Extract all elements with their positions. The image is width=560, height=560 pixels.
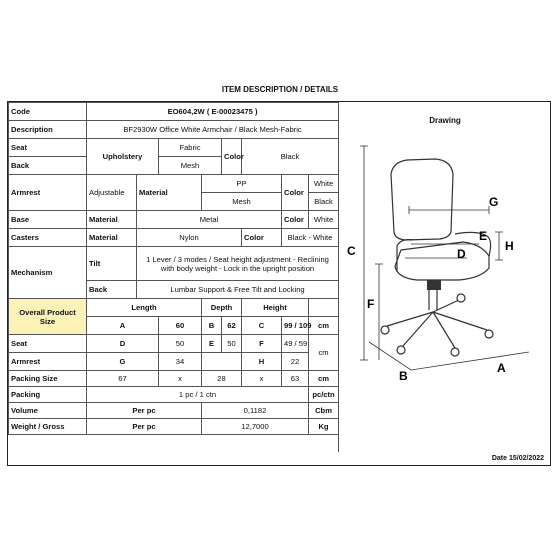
- volume-value: 0,1182: [202, 403, 309, 419]
- seat-color-value: Black: [242, 139, 339, 175]
- depth-header: Depth: [202, 299, 242, 317]
- chair-drawing: [339, 132, 551, 382]
- dim-seat-label: Seat: [9, 335, 87, 353]
- packing-size-unit: cm: [309, 371, 339, 387]
- seat-color-label: Color: [222, 139, 242, 175]
- dim-unit: cm: [309, 317, 339, 335]
- mechanism-back-label: Back: [87, 281, 137, 299]
- code-value: EO604,2W ( E-00023475 ): [87, 103, 339, 121]
- dim-e-value: 50: [222, 335, 242, 353]
- dim-h-value: 22: [282, 353, 309, 371]
- weight-per: Per pc: [87, 419, 202, 435]
- description-value: BF2930W Office White Armchair / Black Mesh-Fabric: [87, 121, 339, 139]
- packing-size-width: 28: [202, 371, 242, 387]
- weight-row: [9, 419, 339, 435]
- upholstery-fabric: Fabric: [159, 139, 222, 157]
- armrest-material-label: Material: [137, 175, 202, 211]
- packing-row: [9, 387, 339, 403]
- dim-d-letter: D: [87, 335, 159, 353]
- dim-e-letter: E: [202, 335, 222, 353]
- tilt-description: 1 Lever / 3 modes / Seat height adjustment - Reclining with body weight - Lock in the upright position: [137, 247, 339, 281]
- unit-spacer-top: [309, 299, 339, 317]
- armrest-row-1: [9, 175, 339, 193]
- base-color-label: Color: [282, 211, 309, 229]
- packing-label: Packing: [9, 387, 87, 403]
- volume-row: [9, 403, 339, 419]
- weight-unit: Kg: [309, 419, 339, 435]
- base-color-value: White: [309, 211, 339, 229]
- seat-row: [9, 139, 339, 157]
- code-label: Code: [9, 103, 87, 121]
- code-row: [9, 103, 339, 121]
- drawing-letter-g: G: [489, 195, 499, 209]
- dim-armrest-label: Armrest: [9, 353, 87, 371]
- height-header: Height: [242, 299, 309, 317]
- sheet-title: ITEM DESCRIPTION / DETAILS: [221, 85, 339, 94]
- drawing-letter-c: C: [347, 244, 356, 258]
- dimension-armrest-row: [9, 353, 339, 371]
- armrest-color-black: Black: [309, 193, 339, 211]
- packing-size-height: 63: [282, 371, 309, 387]
- chair-mechanism: [427, 280, 441, 290]
- back-label: Back: [9, 157, 87, 175]
- armrest-type: Adjustable: [87, 175, 137, 211]
- drawing-label: Drawing: [429, 116, 461, 125]
- casters-material-label: Material: [87, 229, 137, 247]
- upholstery-label: Upholstery: [87, 139, 159, 175]
- volume-unit: Cbm: [309, 403, 339, 419]
- dimension-lines: [360, 146, 529, 370]
- casters-label: Casters: [9, 229, 87, 247]
- packing-size-x2: x: [242, 371, 282, 387]
- drawing-letter-d: D: [457, 247, 466, 261]
- dim-f-letter: F: [242, 335, 282, 353]
- drawing-letter-h: H: [505, 239, 514, 253]
- upholstery-mesh: Mesh: [159, 157, 222, 175]
- base-row: [9, 211, 339, 229]
- volume-per: Per pc: [87, 403, 202, 419]
- casters-color-value: Black - White: [282, 229, 339, 247]
- drawing-letter-a: A: [497, 361, 506, 375]
- dimension-header-row: [9, 299, 339, 317]
- dim-d-value: 50: [159, 335, 202, 353]
- dim-c-letter: C: [242, 317, 282, 335]
- document-date: Date 15/02/2022: [491, 455, 544, 462]
- dim-h-letter: H: [242, 353, 282, 371]
- dim-g-letter: G: [87, 353, 159, 371]
- base-material-value: Metal: [137, 211, 282, 229]
- armrest-material-mesh: Mesh: [202, 193, 282, 211]
- chair-backrest: [391, 159, 453, 240]
- description-row: [9, 121, 339, 139]
- drawing-panel: [338, 102, 551, 452]
- packing-size-x1: x: [159, 371, 202, 387]
- base-material-label: Material: [87, 211, 137, 229]
- drawing-letter-b: B: [399, 369, 408, 383]
- mechanism-row-tilt: [9, 247, 339, 281]
- tilt-label: Tilt: [87, 247, 137, 281]
- packing-value: 1 pc / 1 ctn: [87, 387, 309, 403]
- drawing-letter-f: F: [367, 297, 375, 311]
- armrest-color-white: White: [309, 175, 339, 193]
- armrest-color-label: Color: [282, 175, 309, 211]
- packing-size-row: [9, 371, 339, 387]
- dim-g-value: 34: [159, 353, 202, 371]
- weight-label: Weight / Gross: [9, 419, 87, 435]
- armrest-material-pp: PP: [202, 175, 282, 193]
- overall-size-label: Overall Product Size: [9, 299, 87, 335]
- packing-unit: pc/ctn: [309, 387, 339, 403]
- dim-armrest-empty: [202, 353, 242, 371]
- dim-b-value: 62: [222, 317, 242, 335]
- armrest-label: Armrest: [9, 175, 87, 211]
- seat-label: Seat: [9, 139, 87, 157]
- dim-a-letter: A: [87, 317, 159, 335]
- dim-a-value: 60: [159, 317, 202, 335]
- volume-label: Volume: [9, 403, 87, 419]
- casters-color-label: Color: [242, 229, 282, 247]
- drawing-letter-e: E: [479, 229, 488, 243]
- dim-c-value: 99 / 109: [282, 317, 309, 335]
- casters-row: [9, 229, 339, 247]
- spec-table: [8, 102, 339, 435]
- dim-unit-2: cm: [309, 335, 339, 371]
- description-label: Description: [9, 121, 87, 139]
- casters-material-value: Nylon: [137, 229, 242, 247]
- base-label: Base: [9, 211, 87, 229]
- packing-size-label: Packing Size: [9, 371, 87, 387]
- dimension-seat-row: [9, 335, 339, 353]
- packing-size-length: 67: [87, 371, 159, 387]
- mechanism-back-description: Lumbar Support & Free Tilt and Locking: [137, 281, 339, 299]
- length-header: Length: [87, 299, 202, 317]
- chair-seat: [395, 242, 489, 280]
- dim-f-value: 49 / 59: [282, 335, 309, 353]
- mechanism-label: Mechanism: [9, 247, 87, 299]
- dim-b-letter: B: [202, 317, 222, 335]
- weight-value: 12,7000: [202, 419, 309, 435]
- spec-sheet: [7, 101, 551, 466]
